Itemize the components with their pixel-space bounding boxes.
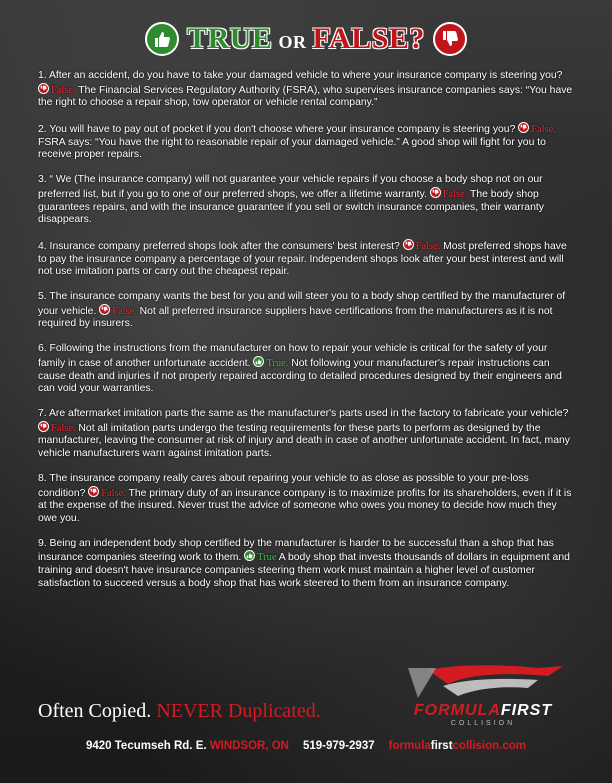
page-title	[187, 22, 425, 56]
title-header	[0, 22, 612, 56]
logo-subtitle: COLLISION	[450, 720, 516, 727]
list-item: 2. You will have to pay out of pocket if you don't choose where your insurance company is steering you? False. FSRA says: “You have the right to reasonable repair of your damaged vehicle.” A good shop will fight for you to receive proper repairs.	[38, 124, 556, 161]
thumbs-down-icon	[99, 304, 110, 315]
verdict-false: False.	[415, 241, 441, 253]
list-item: 5. The insurance company wants the best for you and will steer you to a body shop certified by the manufacturer of your vehicle. False. Not all preferred insurance suppliers have certifications from the manufacturers as it is not required by insurers.	[38, 291, 566, 330]
address-street: 9420 Tecumseh Rd. E.	[85, 740, 207, 752]
thumbs-up-icon	[244, 550, 255, 561]
list-item: 8. The insurance company really cares about repairing your vehicle to as close as possible to your pre-loss condition? False. The primary duty of an insurance company is to maximize profits for its shareholders, even if it is at the expense of the insured. Never trust the advice of someone who owes you money to decide how much they owe you.	[38, 472, 572, 524]
formula-first-logo	[388, 662, 578, 732]
list-item: 6. Following the instructions from the manufacturer on how to repair your vehicle is critical for the safety of your family in case of another unfortunate accident. True. Not following your manufacturer's repair instructions can cause death and injuries if not properly repaired according to detailed procedures designed by their engineers and can void your warranties.	[38, 343, 562, 395]
thumbs-up-icon	[145, 22, 179, 56]
phone-number: 519-979-2937	[303, 740, 375, 752]
thumbs-down-icon	[433, 22, 467, 56]
thumbs-down-icon	[518, 122, 529, 133]
list-item: 3. “ We (The insurance company) will not guarantee your vehicle repairs if you choose a body shop not on our preferred list, but if you go to one of our preferred shops, we offer a lifetime warranty. False. The body shop guarantees repairs, and with the insurance guarantee if you sell or switch insurance companies, their warranty disappears.	[38, 174, 544, 226]
title-or: OR	[278, 32, 307, 52]
list-item: 1. After an accident, do you have to take your damaged vehicle to where your insurance company is steering you? False. The Financial Services Regulatory Authority (FSRA), who supervises insurance companies says: “You have the right to choose a repair shop, tow operator or vehicle rental company.”	[38, 70, 573, 109]
slogan-part2: NEVER Duplicated.	[156, 700, 321, 722]
verdict-false: False.	[51, 422, 76, 434]
verdict-false: False.	[531, 124, 556, 136]
slogan	[38, 700, 321, 723]
logo-wordmark: FORMULAFIRST	[413, 702, 553, 719]
thumbs-down-icon	[403, 239, 414, 250]
list-item: 9. Being an independent body shop certified by the manufacturer is harder to be successful than a shop that has insurance companies steering work to them. True A body shop that invests thousands of dollars in equipment and training and doesn't have insurance companies steering them work must maintain a higher level of customer satisfaction to succeed versus a body shop that has work steered to them from an insurance company.	[38, 537, 570, 589]
title-true: TRUE	[187, 22, 273, 55]
title-false: FALSE?	[312, 22, 425, 55]
verdict-false: False.	[101, 487, 126, 499]
slogan-part1: Often Copied.	[38, 700, 152, 722]
thumbs-down-icon	[430, 187, 441, 198]
verdict-false: False.	[442, 188, 468, 200]
verdict-true: True	[257, 552, 277, 564]
verdict-false: False.	[51, 84, 76, 96]
website-link[interactable]: formulafirstcollision.com	[388, 740, 527, 752]
thumbs-down-icon	[38, 83, 49, 94]
thumbs-up-icon	[253, 356, 264, 367]
list-item: 7. Are aftermarket imitation parts the same as the manufacturer's parts used in the factory to fabricate your vehicle? False. Not all imitation parts undergo the testing requirements for these parts to perform as designed by the manufacturer, leaving the consumer at risk of injury and death in case of another unfortunate accident. In fact, many vehicle manufacturers warn against imitation parts.	[38, 408, 570, 459]
thumbs-down-icon	[38, 421, 49, 432]
verdict-false: False.	[112, 305, 137, 317]
contact-footer	[0, 740, 612, 752]
thumbs-down-icon	[88, 486, 99, 497]
logo-swoosh-icon	[388, 662, 578, 704]
true-false-list	[38, 70, 576, 603]
verdict-true: True.	[266, 358, 289, 370]
address-city: WINDSOR, ON	[209, 740, 289, 752]
list-item: 4. Insurance company preferred shops look after the consumers' best interest? False. Most preferred shops have to pay the insurance company a percentage of your repair. Independent shops look after your best interest and will not use imitation parts or carry out the cheapest repair.	[38, 241, 567, 278]
